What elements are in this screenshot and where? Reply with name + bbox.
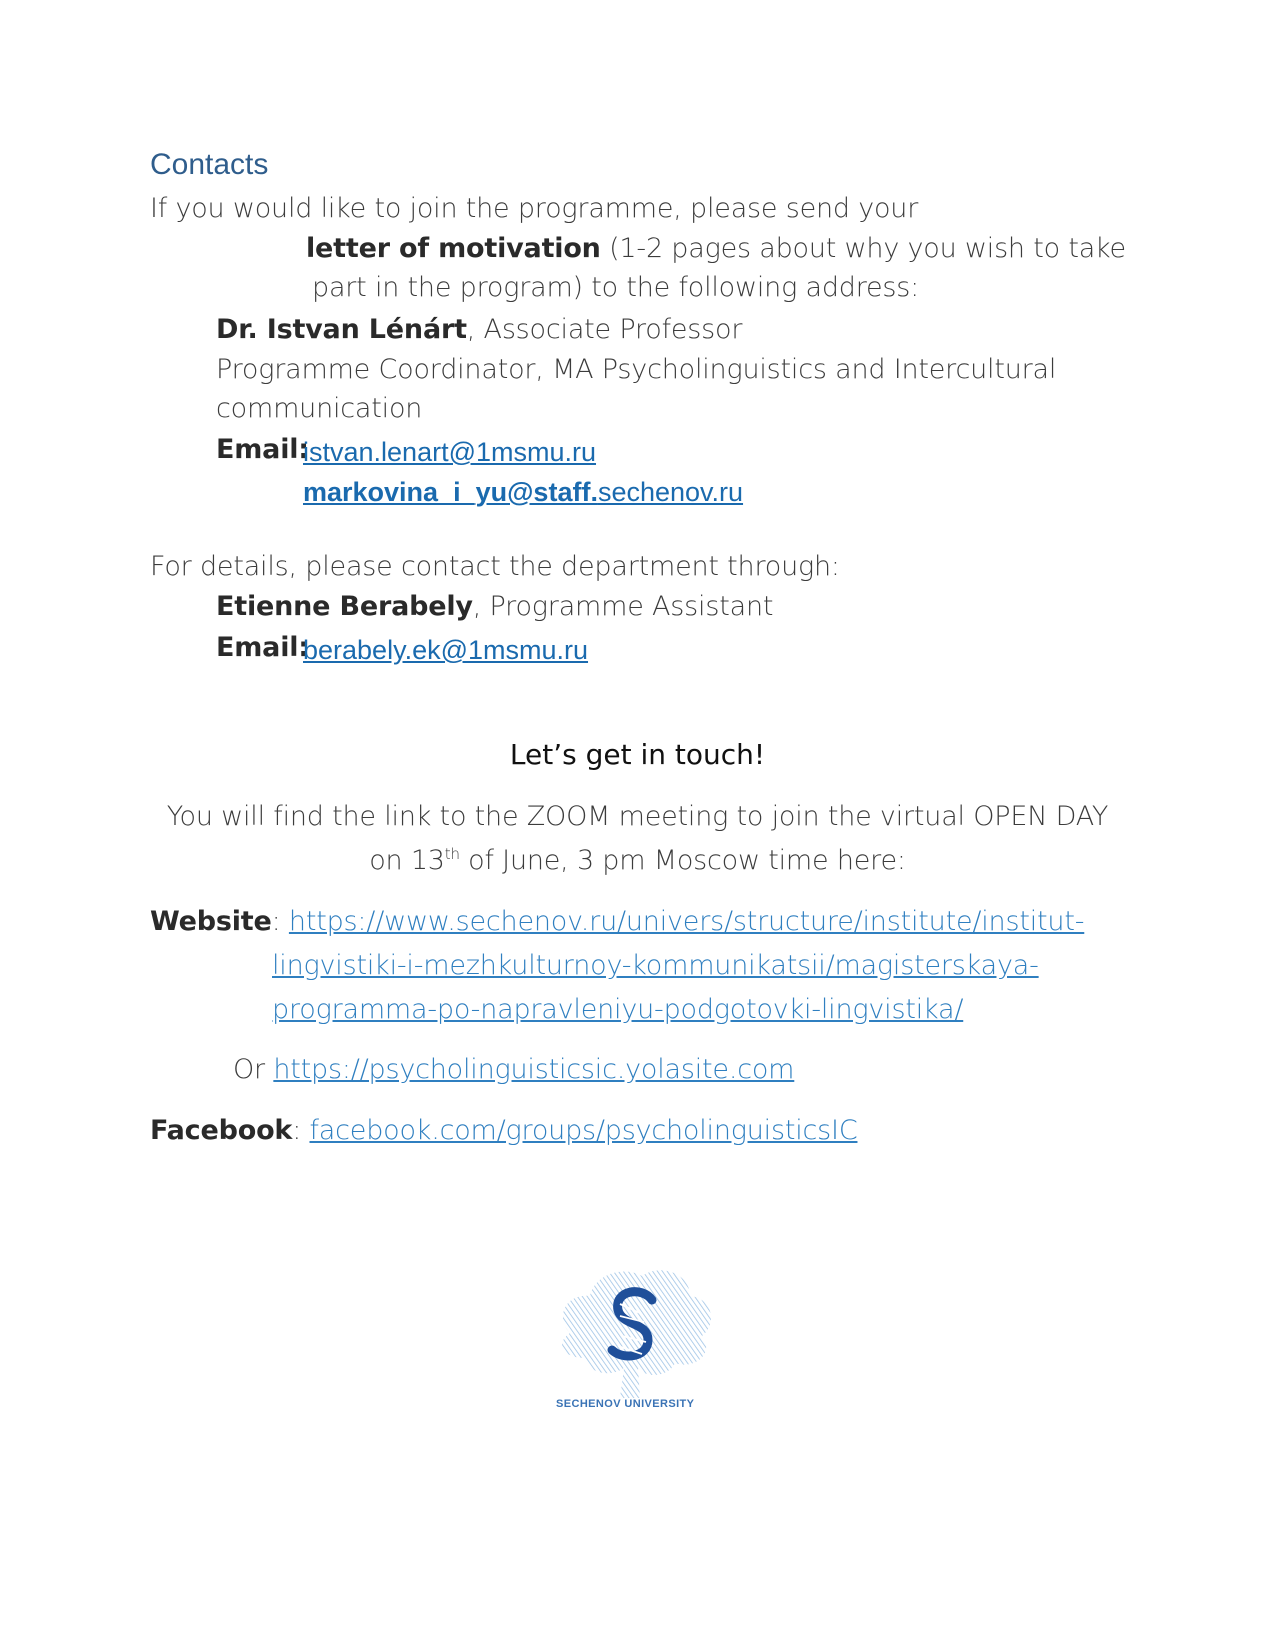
facebook-link[interactable]: facebook.com/groups/psycholinguisticsIC — [309, 1115, 858, 1146]
details-intro: For details, please contact the department through: — [150, 551, 840, 582]
facebook-colon: : — [292, 1115, 302, 1146]
email-2-bold: markovina_i_yu@staff. — [303, 477, 598, 507]
email-2-rest: sechenov.ru — [597, 477, 744, 507]
assistant-name: Etienne Berabely — [216, 591, 473, 622]
or-line — [233, 1051, 794, 1089]
email-link-berabely[interactable]: berabely.ek@1msmu.ru — [303, 635, 589, 665]
facebook-line — [150, 1112, 857, 1150]
coordinator-line — [216, 311, 742, 349]
motivation-line-1 — [306, 230, 1126, 268]
website-colon: : — [271, 906, 281, 937]
website-link-part-3[interactable]: programma-po-napravleniyu-podgotovki-lingvistika/ — [272, 994, 964, 1025]
motivation-rest: (1-2 pages about why you wish to take — [600, 233, 1126, 264]
assistant-email-label: Email: — [216, 632, 309, 663]
logo-text: SECHENOV UNIVERSITY — [556, 1398, 695, 1410]
email-line-1 — [216, 431, 309, 469]
email-link-lenart[interactable]: istvan.lenart@1msmu.ru — [303, 437, 597, 467]
contacts-intro: If you would like to join the programme, please send your — [150, 193, 919, 224]
zoom-date-post: of June, 3 pm Moscow time here: — [459, 845, 906, 876]
zoom-date-pre: on 13 — [369, 845, 445, 876]
motivation-bold: letter of motivation — [306, 233, 601, 264]
assistant-email-line — [216, 629, 309, 667]
coordinator-name: Dr. Istvan Lénárt — [216, 314, 467, 345]
touch-heading: Let’s get in touch! — [509, 738, 766, 771]
zoom-date-sup: th — [444, 845, 460, 863]
email-label: Email: — [216, 434, 309, 465]
or-label: Or — [233, 1054, 265, 1085]
zoom-line-2 — [0, 842, 1275, 880]
email-link-markovina[interactable] — [303, 477, 743, 508]
website-link-part-1[interactable]: https://www.sechenov.ru/univers/structure/institute/institut- — [288, 906, 1085, 937]
coordinator-title-1: Programme Coordinator, MA Psycholinguistics and Intercultural — [216, 354, 1057, 385]
assistant-role: , Programme Assistant — [472, 591, 774, 622]
contacts-heading: Contacts — [150, 148, 269, 181]
sechenov-tree-logo-icon — [550, 1258, 720, 1418]
zoom-line-1: You will find the link to the ZOOM meeting to join the virtual OPEN DAY — [166, 801, 1109, 832]
website-label: Website — [150, 906, 272, 937]
coordinator-title-2: communication — [216, 393, 423, 424]
assistant-line — [216, 588, 773, 626]
coordinator-role: , Associate Professor — [466, 314, 743, 345]
yolasite-link[interactable]: https://psycholinguisticsic.yolasite.com — [273, 1054, 795, 1085]
facebook-label: Facebook — [150, 1115, 293, 1146]
website-line-1 — [150, 903, 1084, 941]
motivation-line-2: part in the program) to the following address: — [312, 272, 920, 303]
website-link-part-2[interactable]: lingvistiki-i-mezhkulturnoy-kommunikatsii/magisterskaya- — [272, 950, 1039, 981]
